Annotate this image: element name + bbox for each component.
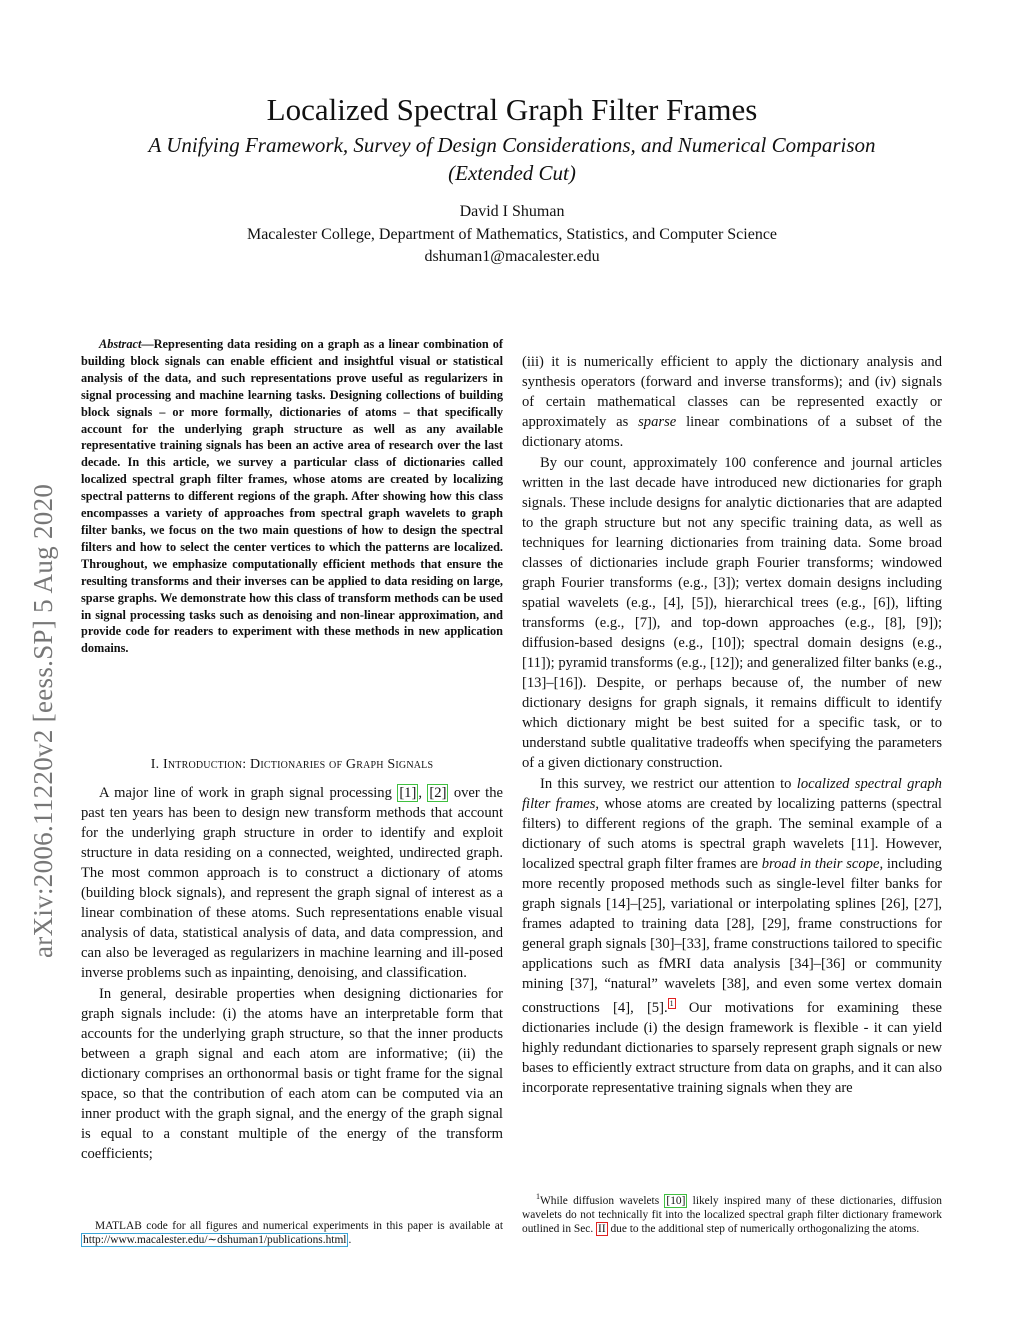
section-heading bbox=[81, 757, 503, 773]
arxiv-sidebar-stamp: arXiv:2006.11220v2 [eess.SP] 5 Aug 2020 bbox=[28, 483, 58, 958]
abstract bbox=[81, 336, 503, 657]
abstract-text: —Representing data residing on a graph as a linear combination of building block signals can enable efficient and insightful visual or statistical analysis of the data, and such representations prove useful as regularizers in signal processing and machine learning tasks. Designing collections of building block signals – or more formally, dictionaries of atoms – that specifically account for the underlying graph structure as well as any available representative training signals has been an active area of research over the last decade. In this article, we survey a particular class of dictionaries called localized spectral graph filter frames, whose atoms are created by localizing spectral patterns to different regions of the graph. After showing how this class encompasses a variety of approaches from spectral graph wavelets to graph filter banks, we focus on the two main questions of how to design the spectral filters and how to select the center vertices to which the patterns are localized. Throughout, we emphasize computationally efficient methods that ensure the resulting transforms and their inverses can be applied to data residing on large, sparse graphs. We demonstrate how this class of transform methods can be used in signal processing tasks such as denoising and non-linear approximation, and provide code for readers to experiment with these methods in new application domains. bbox=[81, 337, 503, 656]
intro-paragraph-5: In this survey, we restrict our attention to localized spectral graph filter frames, whose atoms are created by localizing patterns (spectral filters) to different regions of the graph. The seminal example of a dictionary of such atoms is spectral graph wavelets [11]. However, localized spectral graph filter frames are broad in their scope, including more recently proposed methods such as single-level filter banks for graph signals [14]–[25], variational or interpolating splines [26], [27], frames adapted to training data [28], [29], frame constructions for general graph signals [30]–[33], frame constructions tailored to specific applications such as fMRI data analysis [34]–[36] or community mining [37], “natural” wavelets [38], and even some vertex domain constructions [4], [5]. $^1$ Our motivations for examining these dictionaries include (i) the design framework is flexible - it can yield highly redundant dictionaries to sparsely represent graph signals or new bases to efficiently extract structure from data on graphs, and it can also incorporate representative training signals when they are bbox=[522, 776, 942, 1096]
footnote-marker-link[interactable]: 1 bbox=[669, 999, 674, 1008]
citation-link[interactable]: [2] bbox=[429, 785, 447, 801]
section-number: I. bbox=[150, 757, 163, 772]
right-column-body bbox=[522, 352, 942, 1098]
intro-paragraph-3: (iii) it is numerically efficient to apply the dictionary analysis and synthesis operators (forward and inverse transforms); and (iv) signals of certain mathematical classes can be represented exactly or approximately as sparse linear combinations of a subset of the dictionary atoms. bbox=[522, 354, 943, 450]
intro-paragraph-4: By our count, approximately 100 conference and journal articles written in the last decade have introduced new dictionaries for graph signals. These include designs for analytic dictionaries that are adapted to the graph structure but not any specific training data, as well as techniques for learning dictionaries from training data. Some broad classes of dictionaries include graph Fourier transforms; windowed graph Fourier transforms (e.g., [3]); vertex domain designs including spatial wavelets (e.g., [4], [5]), hierarchical trees (e.g., [6]), lifting transforms (e.g., [7]), and top-down approaches (e.g., [8], [9]); diffusion-based designs (e.g., [10]); spectral domain designs (e.g., [11]); pyramid transforms (e.g., [12]); and generalized filter banks (e.g., [13]–[16]). Despite, or perhaps because of, the number of new dictionary designs for graph signals, it remains difficult to identify which dictionary might be best suited for a specific task, or to understand subtle qualitative tradeoffs when specifying the parameters of a given dictionary construction. bbox=[522, 455, 942, 771]
publications-url-link[interactable]: http://www.macalester.edu/∼dshuman1/publications.html bbox=[83, 1234, 347, 1247]
footnote-diffusion-wavelets: $^1$While diffusion wavelets [10] likely inspired many of these dictionaries, diffusion wavelets do not technically fit into the localized spectral graph filter dictionary framework outlined in Sec. II due to the additional step of numerically orthogonalizing the atoms. bbox=[522, 1192, 942, 1236]
citation-link[interactable]: [1] bbox=[399, 785, 417, 801]
subtitle-line-2: (Extended Cut) bbox=[448, 161, 576, 185]
intro-paragraph-1: A major line of work in graph signal processing [1] , [2] over the past ten years has been to design new transform methods that account for the underlying graph structure in order to identify and exploit structure in data residing on a connected, weighted, undirected graph. The most common approach is to construct a dictionary of atoms (building block signals), and represent the graph signal of interest as a linear combination of these atoms. Such representations enable visual analysis of data, statistical analysis of data, and data compression, and can also be leveraged as regularizers in machine learning and ill-posed inverse problems such as inpainting, denoising, and classification. bbox=[81, 785, 504, 981]
author-email: dshuman1@macalester.edu bbox=[424, 248, 600, 265]
paper-title: Localized Spectral Graph Filter Frames bbox=[266, 92, 758, 127]
author-name: David I Shuman bbox=[459, 203, 565, 220]
abstract-label: Abstract bbox=[99, 337, 142, 351]
citation-link[interactable]: [10] bbox=[666, 1194, 686, 1207]
subtitle-line-1: A Unifying Framework, Survey of Design Considerations, and Numerical Comparison bbox=[148, 133, 876, 157]
footnote-matlab-code: MATLAB code for all figures and numerical experiments in this paper is available at http://www.macalester.edu/∼dshuman1/publications.html . bbox=[83, 1220, 503, 1247]
paper-subtitle bbox=[0, 131, 1024, 187]
author-affiliation: Macalester College, Department of Mathematics, Statistics, and Computer Science bbox=[246, 226, 778, 243]
footnote-number: 1 bbox=[536, 1192, 540, 1201]
left-column-body bbox=[81, 783, 503, 1164]
section-reference-link[interactable]: II bbox=[598, 1223, 606, 1236]
section-title: Introduction: Dictionaries of Graph Signals bbox=[162, 757, 434, 772]
intro-paragraph-2: In general, desirable properties when designing dictionaries for graph signals include: (i) the atoms have an interpretable form that accounts for the underlying graph structure, so that the inner products between a graph signal and each atom are informative; (ii) the dictionary comprises an orthonormal basis or tight frame for the signal space, so that the contribution of each atom can be computed via an inner product with the graph signal, and the energy of the graph signal is equal to a constant multiple of the energy of the transform coefficients; bbox=[81, 986, 503, 1162]
